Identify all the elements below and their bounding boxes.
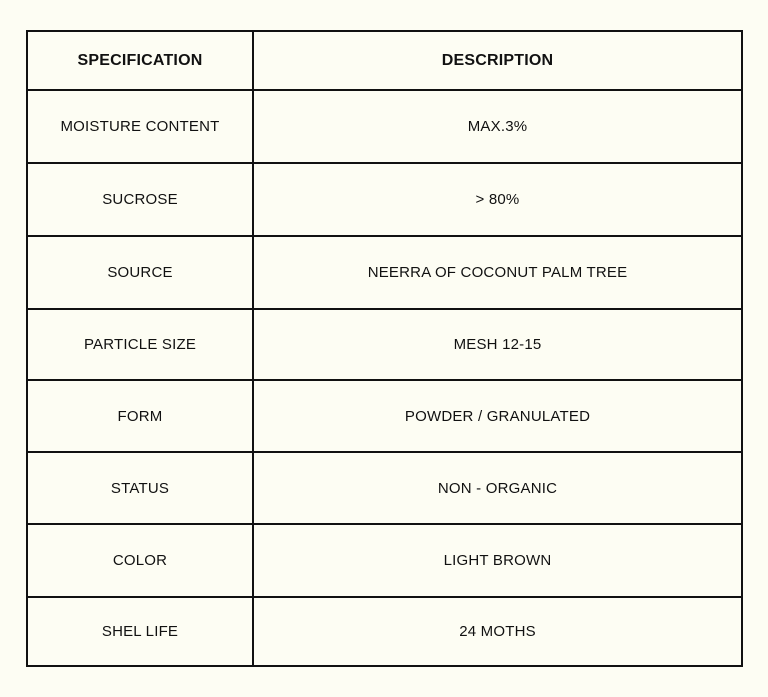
table-row [27, 163, 742, 236]
description-cell: MESH 12-15 [253, 309, 742, 380]
description-cell: 24 MOTHS [253, 597, 742, 666]
table-row [27, 236, 742, 309]
column-header-description: DESCRIPTION [253, 31, 742, 90]
description-cell: NON - ORGANIC [253, 452, 742, 524]
spec-cell: FORM [27, 380, 253, 452]
description-cell: LIGHT BROWN [253, 524, 742, 597]
table-row [27, 524, 742, 597]
table-header-row [27, 31, 742, 90]
description-cell: > 80% [253, 163, 742, 236]
spec-cell: SHEL LIFE [27, 597, 253, 666]
specification-table [26, 30, 743, 667]
spec-cell: SOURCE [27, 236, 253, 309]
table-row [27, 452, 742, 524]
spec-cell: COLOR [27, 524, 253, 597]
description-cell: MAX.3% [253, 90, 742, 163]
table-row [27, 309, 742, 380]
spec-cell: STATUS [27, 452, 253, 524]
spec-cell: MOISTURE CONTENT [27, 90, 253, 163]
column-header-specification: SPECIFICATION [27, 31, 253, 90]
description-cell: POWDER / GRANULATED [253, 380, 742, 452]
table-row [27, 380, 742, 452]
table-row [27, 597, 742, 666]
spec-cell: SUCROSE [27, 163, 253, 236]
table-row [27, 90, 742, 163]
description-cell: NEERRA OF COCONUT PALM TREE [253, 236, 742, 309]
spec-cell: PARTICLE SIZE [27, 309, 253, 380]
